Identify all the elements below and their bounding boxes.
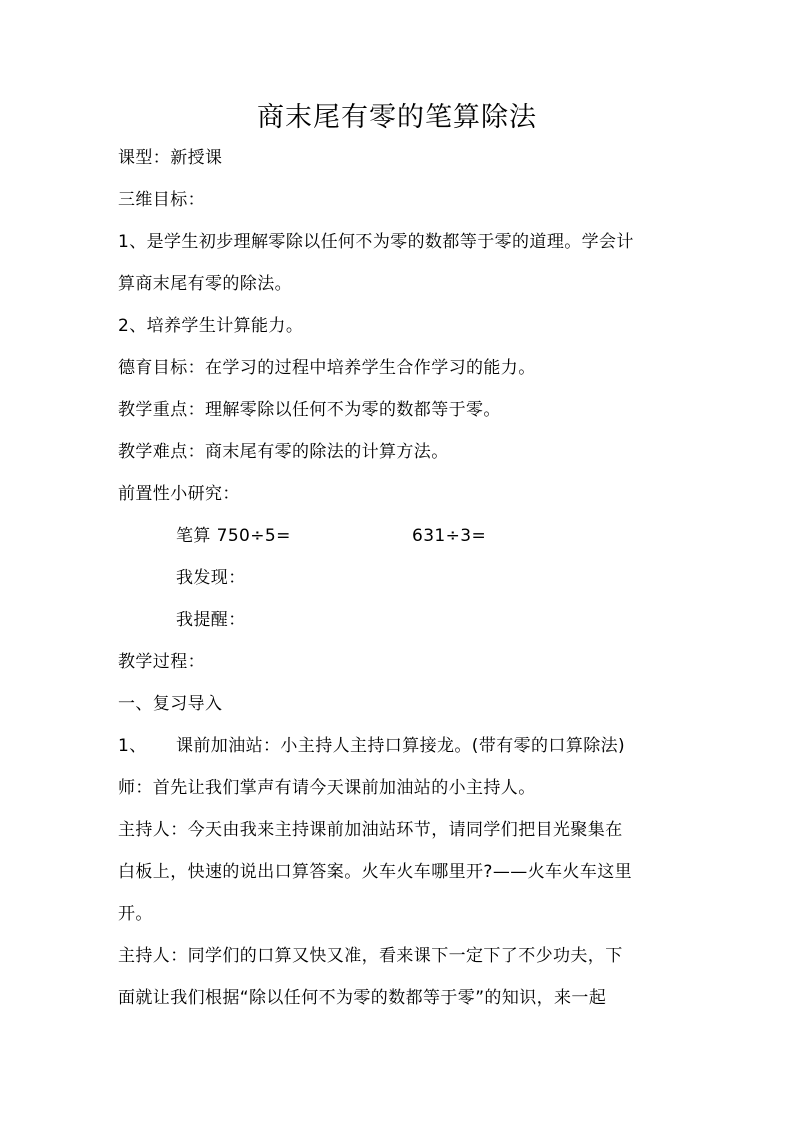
calc-problem-left: 笔算 750÷5= xyxy=(176,526,291,546)
body-line-4: 开。 xyxy=(118,904,153,924)
remind-prompt: 我提醒： xyxy=(176,610,246,630)
item-1-text: 课前加油站：小主持人主持口算接龙。(带有零的口算除法) xyxy=(176,736,626,756)
teaching-difficulty: 教学难点：商末尾有零的除法的计算方法。 xyxy=(118,442,449,462)
body-line-1: 师：首先让我们掌声有请今天课前加油站的小主持人。 xyxy=(118,778,536,798)
objectives-heading: 三维目标： xyxy=(118,190,205,210)
calc-problem-right: 631÷3= xyxy=(412,526,487,546)
objective-1-line-2: 算商末尾有零的除法。 xyxy=(118,274,292,294)
objective-2: 2、培养学生计算能力。 xyxy=(118,316,304,336)
section-review-heading: 一、复习导入 xyxy=(118,694,223,714)
moral-objective: 德育目标：在学习的过程中培养学生合作学习的能力。 xyxy=(118,358,536,378)
discover-prompt: 我发现： xyxy=(176,568,246,588)
item-1-number: 1、 xyxy=(118,736,147,756)
lesson-type: 课型：新授课 xyxy=(118,148,223,168)
pre-research-heading: 前置性小研究： xyxy=(118,484,240,504)
teaching-key-point: 教学重点：理解零除以任何不为零的数都等于零。 xyxy=(118,400,501,420)
body-line-6: 面就让我们根据“除以任何不为零的数都等于零”的知识，来一起 xyxy=(118,988,607,1008)
body-line-2: 主持人：今天由我来主持课前加油站环节，请同学们把目光聚集在 xyxy=(118,820,623,840)
process-heading: 教学过程： xyxy=(118,652,205,672)
body-line-5: 主持人：同学们的口算又快又准，看来课下一定下了不少功夫，下 xyxy=(118,946,623,966)
objective-1-line-1: 1、是学生初步理解零除以任何不为零的数都等于零的道理。学会计 xyxy=(118,232,634,252)
body-line-3: 白板上，快速的说出口算答案。火车火车哪里开?——火车火车这里 xyxy=(118,862,633,882)
document-title: 商末尾有零的笔算除法 xyxy=(257,102,537,133)
